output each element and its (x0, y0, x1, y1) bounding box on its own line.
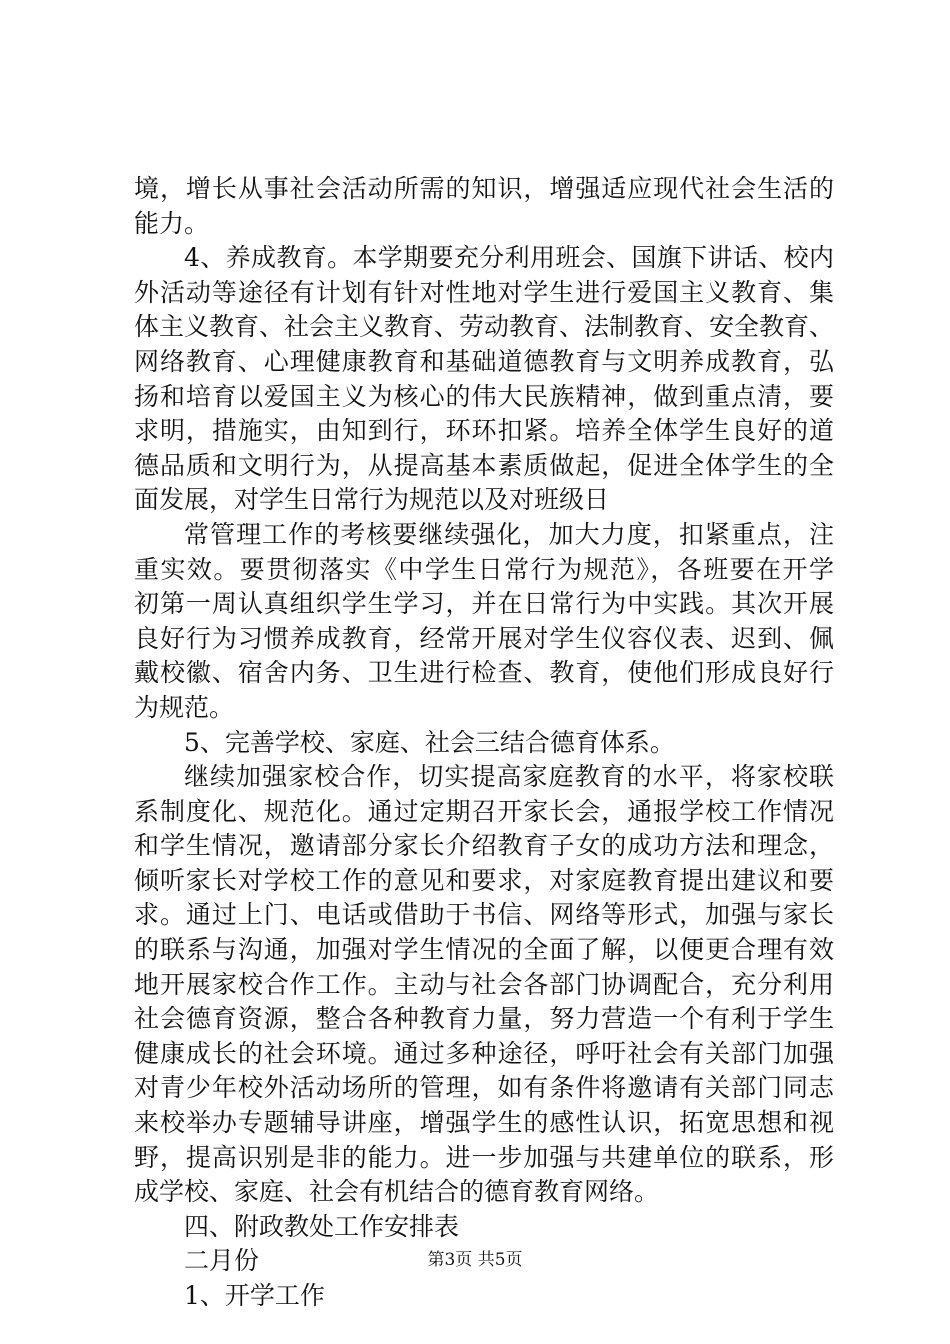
text-line: 网络教育、心理健康教育和基础道德教育与文明养成教育，弘 (134, 346, 834, 376)
text-line: 5、完善学校、家庭、社会三结合德育体系。 (184, 727, 675, 757)
text-line: 体主义教育、社会主义教育、劳动教育、法制教育、安全教育、 (134, 312, 835, 342)
text-line: 常管理工作的考核要继续强化，加大力度，扣紧重点，注 (184, 519, 834, 549)
text-line: 扬和培育以爱国主义为核心的伟大民族精神，做到重点清，要 (134, 381, 834, 411)
text-line: 良好行为习惯养成教育，经常开展对学生仪容仪表、迟到、佩 (134, 623, 834, 653)
text-line: 初第一周认真组织学生学习，并在日常行为中实践。其次开展 (134, 589, 834, 619)
text-line: 戴校徽、宿舍内务、卫生进行检查、教育，使他们形成良好行 (134, 658, 834, 688)
text-line: 面发展，对学生日常行为规范以及对班级日 (134, 485, 610, 515)
text-line: 1、开学工作 (184, 1281, 325, 1310)
text-line: 和学生情况，邀请部分家长介绍教育子女的成功方法和理念， (134, 831, 834, 861)
text-line: 四、附政教处工作安排表 (184, 1211, 460, 1241)
text-line: 继续加强家校合作，切实提高家庭教育的水平，将家校联 (184, 762, 834, 792)
page-footer: 第3页 共5页 (427, 1250, 523, 1270)
text-line: 的联系与沟通，加强对学生情况的全面了解，以便更合理有效 (134, 935, 834, 965)
text-line: 求明，措施实，由知到行，环环扣紧。培养全体学生良好的道 (134, 416, 834, 446)
text-line: 来校举办专题辅导讲座，增强学生的感性认识，拓宽思想和视 (134, 1108, 834, 1138)
text-line: 倾听家长对学校工作的意见和要求，对家庭教育提出建议和要 (134, 865, 834, 895)
text-line: 能力。 (134, 208, 210, 238)
text-line: 系制度化、规范化。通过定期召开家长会，通报学校工作情况 (134, 796, 834, 826)
text-line: 重实效。要贯彻落实《中学生日常行为规范》，各班要在开学 (134, 554, 834, 584)
text-line: 对青少年校外活动场所的管理，如有条件将邀请有关部门同志 (134, 1073, 834, 1103)
text-line: 外活动等途径有计划有针对性地对学生进行爱国主义教育、集 (134, 277, 834, 307)
text-line: 为规范。 (134, 692, 235, 722)
text-line: 求。通过上门、电话或借助于书信、网络等形式，加强与家长 (134, 900, 834, 930)
text-line: 境，增长从事社会活动所需的知识，增强适应现代社会生活的 (134, 174, 834, 203)
text-line: 4、养成教育。本学期要充分利用班会、国旗下讲话、校内 (184, 243, 834, 273)
document-body (134, 172, 834, 1314)
text-line: 健康成长的社会环境。通过多种途径，呼吁社会有关部门加强 (134, 1038, 834, 1068)
text-line: 野，提高识别是非的能力。进一步加强与共建单位的联系，形 (134, 1142, 834, 1172)
text-line: 德品质和文明行为，从提高基本素质做起，促进全体学生的全 (134, 450, 834, 480)
text-line: 地开展家校合作工作。主动与社会各部门协调配合，充分利用 (134, 969, 834, 999)
text-line: 成学校、家庭、社会有机结合的德育教育网络。 (134, 1177, 660, 1207)
text-line: 二月份 (184, 1246, 260, 1276)
text-line: 社会德育资源，整合各种教育力量，努力营造一个有利于学生 (134, 1004, 834, 1034)
